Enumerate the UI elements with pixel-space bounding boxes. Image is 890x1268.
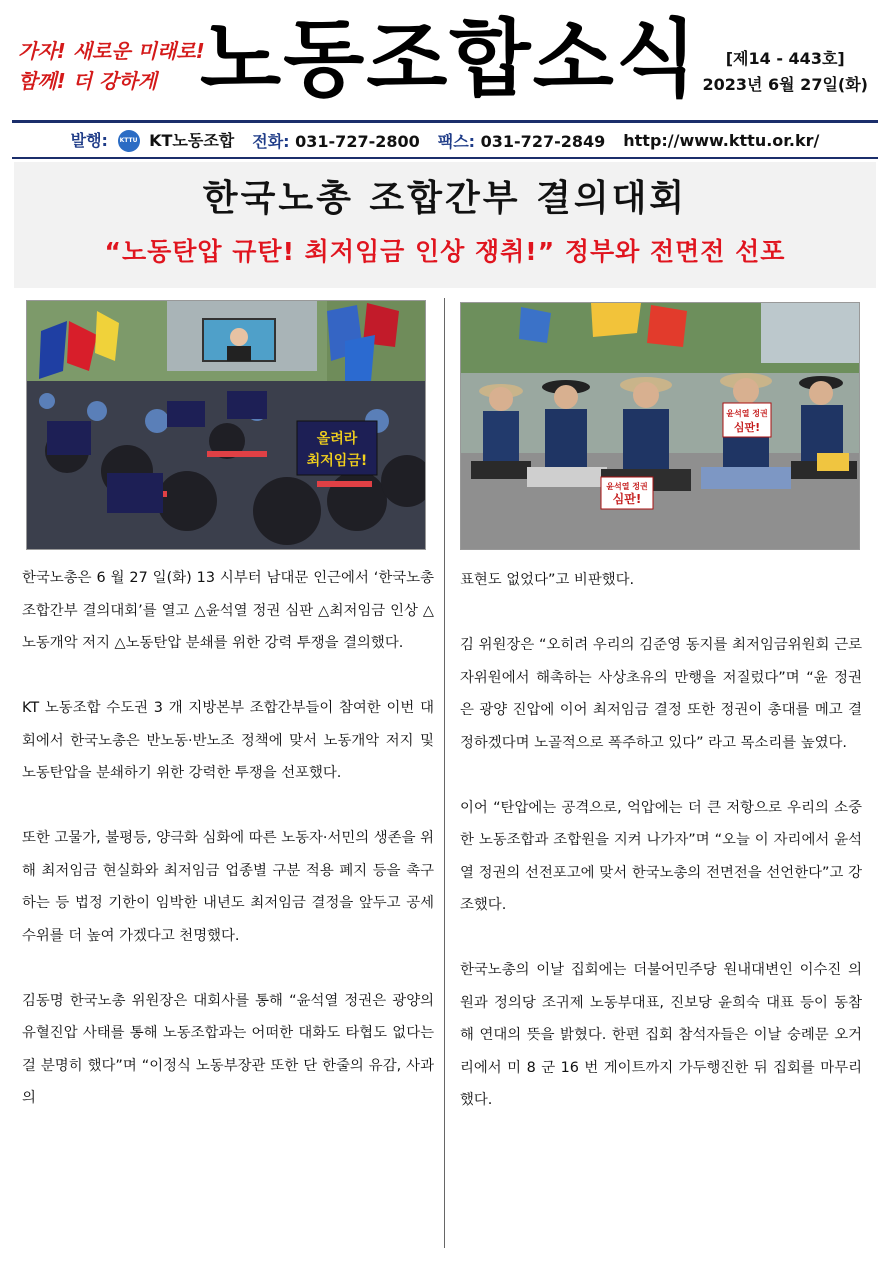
article-paragraph: 김동명 한국노총 위원장은 대회사를 통해 “윤석열 정권은 광양의 유혈진압 사태를 통해 노동조합과는 어떠한 대화도 타협도 없다는 걸 분명히 했다”며 “이정식 노동부장관 또한 단 한줄의 유감, 사과의 <box>22 992 434 1106</box>
fax-label: 팩스: <box>437 131 476 151</box>
sign-text-line-1: 윤석열 정권 <box>606 482 648 491</box>
article-paragraph: 김 위원장은 “오히려 우리의 김준영 동지를 최저임금위원회 근로자위원에서 해촉하는 사상초유의 만행을 저질렀다”며 “윤 정권은 광양 진압에 이어 최저임금 결정 또한 정권이 총대를 메고 결정하겠다며 노골적으로 폭주하고 있다” 라고 목소리를 높였다. <box>460 637 862 751</box>
article-title-box <box>14 162 876 288</box>
article-body-right <box>460 564 862 1117</box>
article-title: 한국노총 조합간부 결의대회 <box>202 178 688 219</box>
article-paragraph: 한국노총은 6 월 27 일(화) 13 시부터 남대문 인근에서 ‘한국노총 조합간부 결의대회’를 열고 △윤석열 정권 심판 △최저임금 인상 △노동개악 저지 △노동탄압 분쇄를 위한 강력 투쟁을 결의했다. <box>22 570 434 651</box>
website-link[interactable]: http://www.kttu.or.kr/ <box>623 130 820 150</box>
masthead-title: 노동조합소식 <box>200 10 699 108</box>
publisher-name: KT노동조합 <box>149 130 235 150</box>
sign-text-line-2: 심판! <box>612 492 642 506</box>
article-paragraph: 이어 “탄압에는 공격으로, 억압에는 더 큰 저항으로 우리의 소중한 노동조합과 조합원을 지켜 나가자”며 “오늘 이 자리에서 윤석열 정권의 선전포고에 맞서 한국노총의 전면전을 선언한다”고 강조했다. <box>460 799 862 913</box>
newsletter-header <box>0 0 890 120</box>
article-subtitle: “노동탄압 규탄! 최저임금 인상 쟁취!” 정부와 전면전 선포 <box>104 237 786 266</box>
column-divider <box>444 298 445 1248</box>
phone-info <box>252 129 420 152</box>
article-paragraph: 또한 고물가, 불평등, 양극화 심화에 따른 노동자·서민의 생존을 위해 최저임금 현실화와 최저임금 업종별 구분 적용 폐지 등을 촉구하는 등 법정 기한이 임박한 내년도 최저임금 결정을 앞두고 공세 수위를 더 높여 가겠다고 천명했다. <box>22 830 434 944</box>
slogan <box>18 36 205 96</box>
article-paragraph: 한국노총의 이날 집회에는 더불어민주당 원내대변인 이수진 의원과 정의당 조귀제 노동부대표, 진보당 윤희숙 대표 등이 동참해 연대의 뜻을 밝혔다. 한편 집회 참석자들은 이날 숭례문 오거리에서 미 8 군 16 번 게이트까지 가두행진한 뒤 집회를 마무리했다. <box>460 962 862 1108</box>
kttu-logo-icon: KTTU <box>118 130 140 152</box>
sign-text-line-2: 심판! <box>733 421 761 434</box>
issue-date: 2023년 6월 27일(화) <box>702 75 868 94</box>
sign-text-line-2: 최저임금! <box>306 453 368 469</box>
article-paragraph: KT 노동조합 수도권 3 개 지방본부 조합간부들이 참여한 이번 대회에서 한국노총은 반노동·반노조 정책에 맞서 노동개악 저지 및 노동탄압을 분쇄하기 위한 강력한 투쟁을 선포했다. <box>22 700 434 781</box>
issue-info <box>702 46 868 98</box>
publisher-bar <box>12 125 878 155</box>
publisher-label: 발행: <box>70 130 108 150</box>
article-paragraph: 표현도 없었다”고 비판했다. <box>460 572 635 588</box>
sign-text-line-1: 올려라 <box>316 431 358 447</box>
slogan-line-2: 함께! 더 강하게 <box>18 69 157 93</box>
phone-number: 031-727-2800 <box>295 131 420 151</box>
fax-info <box>438 129 606 152</box>
sign-text-line-1: 윤석열 정권 <box>726 409 768 418</box>
slogan-line-1: 가자! 새로운 미래로! <box>18 39 205 63</box>
seated-members-photo <box>460 302 860 550</box>
header-rule-bottom <box>12 157 878 159</box>
phone-label: 전화: <box>252 131 290 151</box>
rally-crowd-photo <box>26 300 426 550</box>
header-rule-top <box>12 120 878 123</box>
publisher-info <box>71 128 235 153</box>
article-body-left <box>22 562 434 1115</box>
issue-number: [제14 - 443호] <box>725 49 845 68</box>
fax-number: 031-727-2849 <box>480 131 606 151</box>
